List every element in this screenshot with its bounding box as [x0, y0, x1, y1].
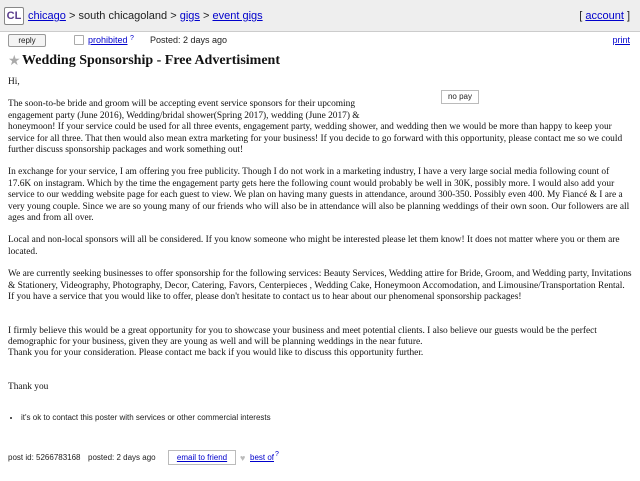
breadcrumb-separator: >: [202, 10, 210, 22]
bracket-left: [: [579, 10, 583, 22]
closing: Thank you: [8, 381, 49, 392]
post-body: [8, 77, 632, 404]
body-paragraph-3: Local and non-local sponsors will all be considered. If you know someone who might be interested please let them know! It does not matter where you or them are located.: [8, 235, 620, 257]
breadcrumb-event-gigs[interactable]: event gigs: [212, 10, 263, 22]
breadcrumb-south-chicagoland: south chicagoland: [78, 10, 168, 22]
prohibited-link[interactable]: prohibited: [88, 35, 128, 45]
bracket-right: ]: [626, 10, 630, 22]
help-icon[interactable]: ?: [275, 451, 279, 458]
post-title: Wedding Sponsorship - Free Advertisiment: [22, 53, 280, 68]
body-paragraph-1-rest: honeymoon! If your service could be used for all three events, engagement party, wedding shower, and wedding then we would be more than happy to keep your service for all three. That then would also mean extra marketing for your business! If you decide to go forward with this opportunity, please contact me so we could further discuss sponsorship packages and work something out!: [8, 122, 623, 156]
breadcrumb-chicago[interactable]: chicago: [28, 10, 66, 22]
footer-posted-date: posted: 2 days ago: [88, 453, 156, 462]
body-paragraph-1: [8, 99, 632, 156]
email-to-friend-button[interactable]: [168, 450, 236, 465]
body-paragraph-5: [8, 326, 632, 360]
heart-icon: ♥: [240, 453, 246, 463]
best-of-link[interactable]: best of: [250, 453, 275, 462]
email-to-friend-link[interactable]: email to friend: [176, 453, 228, 462]
greeting: Hi,: [8, 77, 20, 87]
reply-button[interactable]: reply: [8, 34, 46, 47]
print-link[interactable]: print: [612, 35, 630, 45]
account-area: [579, 10, 630, 22]
notice-item: • it's ok to contact this poster with services or other commercial interests: [21, 413, 608, 422]
craigslist-logo[interactable]: CL: [4, 7, 24, 25]
body-paragraph-5-line-1: I firmly believe this would be a great opportunity for you to showcase your business and meet potential clients. I also believe our guests would be the perfect demographic for your business, given they are young as well and will be planning weddings in the near future.: [8, 325, 597, 347]
post-id: post id: 5266783168: [8, 453, 81, 462]
body-paragraph-1-line-1: The soon-to-be bride and groom will be accepting event service sponsors for their upcoming: [8, 99, 356, 110]
body-paragraph-5-line-2: Thank you for your consideration. Please contact me back if you would like to discuss this opportunity further.: [8, 348, 424, 359]
help-icon[interactable]: ?: [130, 35, 134, 42]
body-paragraph-4: We are currently seeking businesses to offer sponsorship for the following services: Beauty Services, Wedding attire for Bride, Groom, and Wedding party, Invitations & Stationery, Videography, Photography, Decor, Catering, Favors, Centerpieces , Wedding Cake, Honeymoon Accomodation, and Limousine/Transportation Rental. If you have a service that you would like to offer, please don't hesitate to contact us to hear about our phenomenal sponsorship packages!: [8, 269, 632, 303]
prohibited-flag: [88, 35, 134, 45]
flag-prohibited-checkbox[interactable]: [74, 35, 84, 45]
account-link[interactable]: account: [585, 10, 624, 22]
star-icon[interactable]: ★: [8, 54, 21, 69]
top-bar: [0, 0, 640, 32]
breadcrumb-gigs[interactable]: gigs: [179, 10, 200, 22]
posted-date: Posted: 2 days ago: [150, 35, 228, 45]
notices: [8, 413, 608, 422]
compensation-badge: no pay: [441, 90, 479, 104]
breadcrumb-separator: >: [68, 10, 76, 22]
breadcrumb: [28, 10, 263, 22]
body-paragraph-2: In exchange for your service, I am offering you free publicity. Though I do not work in a marketing industry, I have a very large social media following count of 17.6K on instagram. Which by the time the engagement party gets here the following count would probably be well in 30K, possibly more. I would also add your service to our wedding website page for each guest to view. We plan on having many guests in attendance, around 300-350. Possibly even 400. My Fiancé & I are a very young couple. Since we are so young many of our friends who will also be in attendance will also be planning weddings of their own soon. Our followers are all ages and from all over.: [8, 167, 630, 224]
breadcrumb-separator: >: [170, 10, 177, 22]
post-footer: [8, 452, 628, 466]
body-paragraph-1-line-2: engagement party (June 2016), Wedding/bridal shower(Spring 2017), wedding (June 2017) &: [8, 110, 360, 121]
post-action-row: [0, 33, 640, 48]
